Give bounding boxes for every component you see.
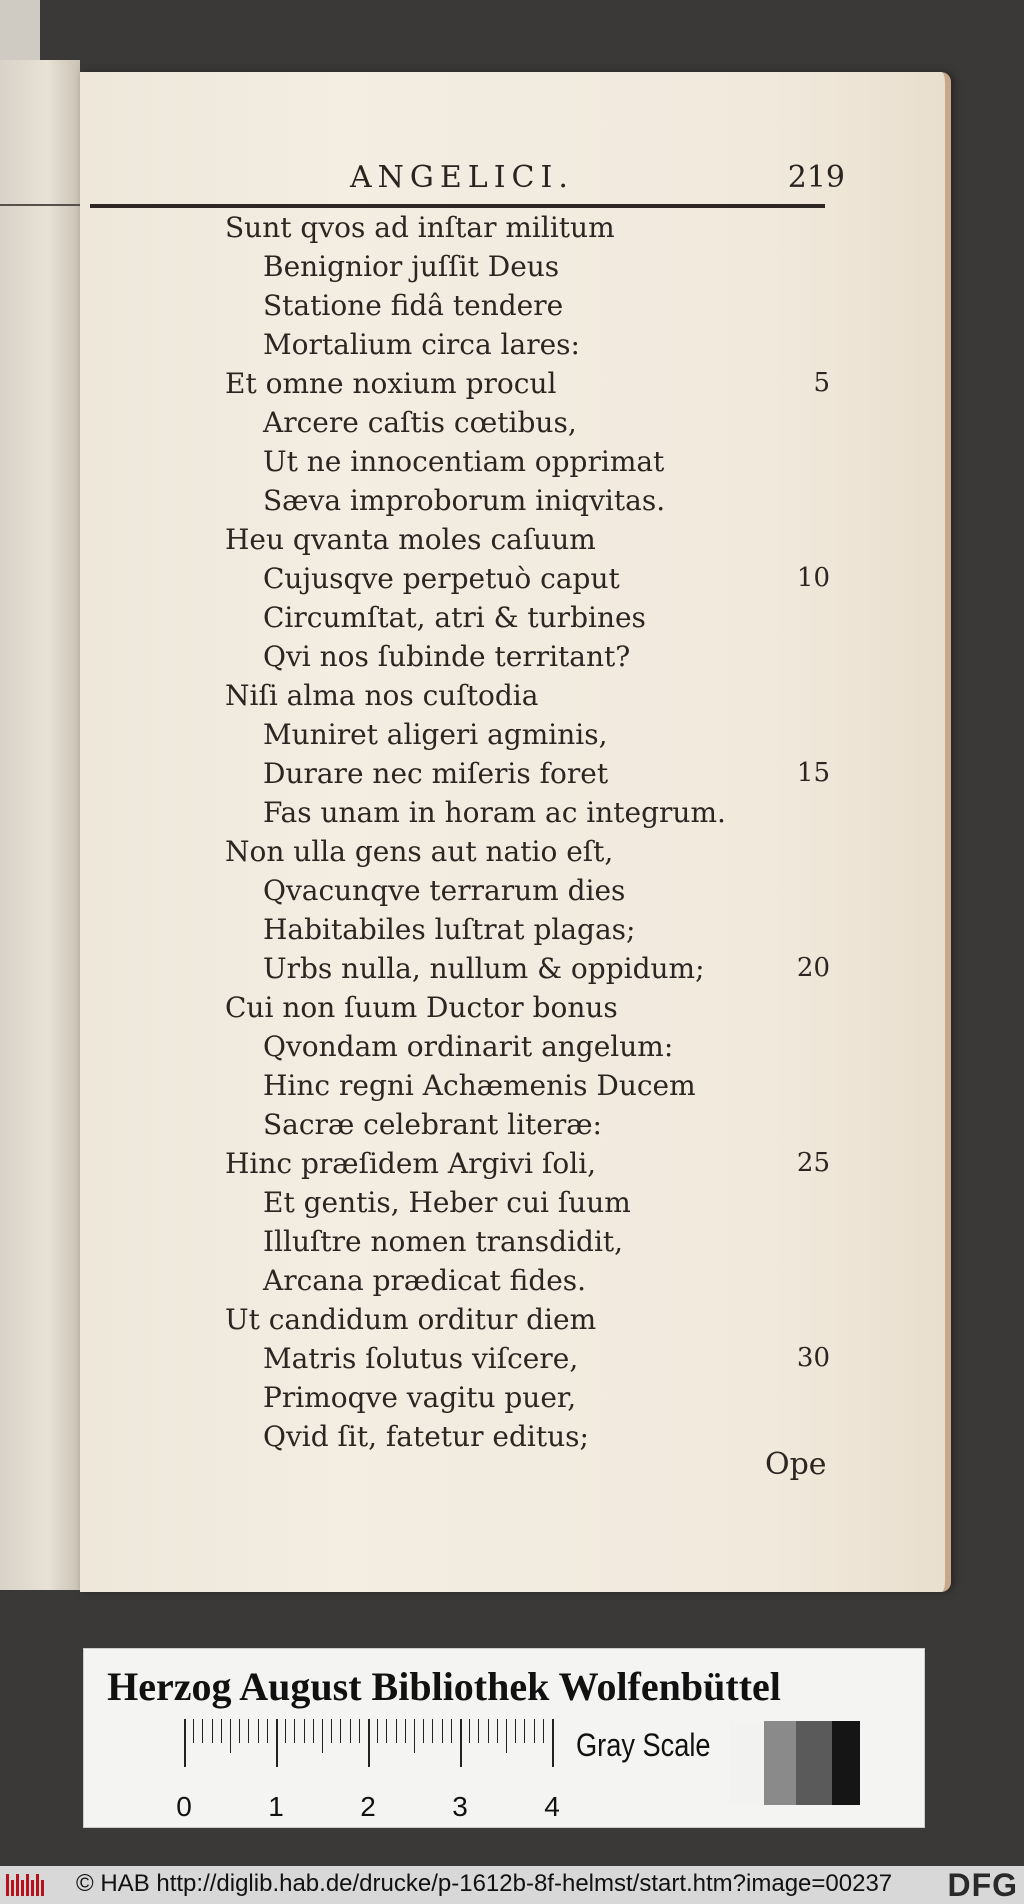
ruler-tick — [377, 1719, 378, 1743]
ruler-tick — [267, 1719, 268, 1743]
dfg-logo: DFG — [947, 1867, 1018, 1903]
ruler-tick — [322, 1719, 323, 1753]
ruler-tick — [478, 1719, 479, 1743]
ruler-tick — [497, 1719, 498, 1743]
poem-line: Muniret aligeri agminis, — [263, 718, 608, 751]
ruler-tick — [524, 1719, 525, 1743]
footer-copyright-link[interactable]: © HAB http://diglib.hab.de/drucke/p-1612b-8f-helmst/start.htm?image=00237 — [76, 1870, 893, 1897]
line-number: 30 — [796, 1343, 830, 1373]
ruler-tick — [276, 1719, 278, 1767]
gray-swatch — [796, 1721, 832, 1805]
poem-line: Primoqve vagitu puer, — [263, 1381, 577, 1414]
line-number: 10 — [796, 563, 830, 593]
ruler-tick — [368, 1719, 370, 1767]
ruler-tick — [414, 1719, 415, 1753]
poem-line: Qvondam ordinarit angelum: — [263, 1030, 674, 1063]
ruler-tick — [313, 1719, 314, 1743]
running-title: ANGELICI. — [350, 160, 574, 195]
ruler-tick — [543, 1719, 544, 1743]
poem-line: Hinc præſidem Argivi ſoli, — [225, 1147, 597, 1180]
poem-line: Fas unam in horam ac integrum. — [263, 796, 726, 829]
ruler-tick — [184, 1719, 186, 1767]
ruler-tick — [304, 1719, 305, 1743]
scale-ruler — [176, 1719, 644, 1822]
header-rule-left — [0, 204, 80, 206]
line-number: 5 — [813, 368, 830, 398]
poem-line: Et gentis, Heber cui ſuum — [263, 1186, 631, 1219]
ruler-tick — [451, 1719, 452, 1743]
poem-line: Arcana prædicat fides. — [263, 1264, 587, 1297]
poem-line: Qvid ſit, fatetur editus; — [263, 1420, 589, 1453]
adjacent-page-edge — [0, 60, 80, 1590]
poem-line: Durare nec miſeris foret — [263, 757, 609, 790]
ruler-label: 1 — [268, 1791, 284, 1822]
poem-line: Ut ne innocentiam opprimat — [263, 445, 665, 478]
color-calibration-bar — [83, 1648, 925, 1828]
poem-line: Ut candidum orditur diem — [225, 1303, 597, 1336]
ruler-tick — [396, 1719, 397, 1743]
poem-line: Benignior juſſit Deus — [263, 250, 560, 283]
ruler-label: 4 — [544, 1791, 560, 1822]
poem-line: Hinc regni Achæmenis Ducem — [263, 1069, 696, 1102]
poem-line: Sæva improborum iniqvitas. — [263, 484, 666, 517]
page-number: 219 — [787, 160, 845, 195]
poem-line: Matris ſolutus viſcere, — [263, 1342, 579, 1375]
line-number: 15 — [796, 758, 830, 788]
poem-line: Sacræ celebrant literæ: — [263, 1108, 602, 1141]
hab-logo-icon — [6, 1874, 46, 1896]
poem-line: Statione fidâ tendere — [263, 289, 564, 322]
poem-line: Mortalium circa lares: — [263, 328, 580, 361]
poem-line: Heu qvanta moles caſuum — [225, 523, 596, 556]
ruler-tick — [405, 1719, 406, 1743]
ruler-tick — [552, 1719, 554, 1767]
poem-line: Non ulla gens aut natio eſt, — [225, 835, 614, 868]
book-page — [80, 72, 951, 1592]
ruler-tick — [193, 1719, 194, 1743]
footer-bar — [0, 1866, 1024, 1904]
ruler-tick — [534, 1719, 535, 1743]
gray-scale-label: Gray Scale — [576, 1727, 711, 1763]
ruler-label: 3 — [452, 1791, 468, 1822]
poem-line: Qvi nos ſubinde territant? — [263, 640, 631, 673]
ruler-tick — [294, 1719, 295, 1743]
poem-line: Qvacunqve terrarum dies — [263, 874, 626, 907]
page-header — [80, 160, 945, 200]
ruler-label: 2 — [360, 1791, 376, 1822]
ruler-tick — [230, 1719, 231, 1753]
poem-line: Illuſtre nomen transdidit, — [263, 1225, 624, 1258]
ruler-tick — [202, 1719, 203, 1743]
poem-line: Arcere caſtis cœtibus, — [263, 406, 577, 439]
ruler-tick — [331, 1719, 332, 1743]
ruler-label: 0 — [176, 1791, 192, 1822]
gray-swatch — [764, 1721, 796, 1805]
ruler-tick — [212, 1719, 213, 1743]
poem-line: Circumſtat, atri & turbines — [263, 601, 646, 634]
ruler-tick — [248, 1719, 249, 1743]
ruler-tick — [488, 1719, 489, 1743]
ruler-tick — [469, 1719, 470, 1743]
poem-line: Et omne noxium procul — [225, 367, 557, 400]
poem-line: Cui non ſuum Ductor bonus — [225, 991, 618, 1024]
gray-swatch — [832, 1721, 860, 1805]
ruler-tick — [350, 1719, 351, 1743]
poem-line: Urbs nulla, nullum & oppidum; — [263, 952, 705, 985]
line-number: 25 — [796, 1148, 830, 1178]
ruler-tick — [258, 1719, 259, 1743]
library-name: Herzog August Bibliothek Wolfenbüttel — [107, 1664, 781, 1709]
ruler-tick — [221, 1719, 222, 1743]
poem-line: Sunt qvos ad inſtar militum — [225, 211, 615, 244]
ruler-tick — [432, 1719, 433, 1743]
ruler-tick — [386, 1719, 387, 1743]
poem-line: Niſi alma nos cuſtodia — [225, 679, 539, 712]
ruler-tick — [423, 1719, 424, 1743]
ruler-tick — [239, 1719, 240, 1743]
line-number: 20 — [796, 953, 830, 983]
ruler-tick — [506, 1719, 507, 1753]
catchword: Ope — [765, 1447, 827, 1482]
ruler-tick — [285, 1719, 286, 1743]
gray-swatch — [729, 1721, 764, 1805]
ruler-tick — [460, 1719, 462, 1767]
ruler-tick — [442, 1719, 443, 1743]
ruler-tick — [340, 1719, 341, 1743]
ruler-tick — [515, 1719, 516, 1743]
poem-line: Habitabiles luſtrat plagas; — [263, 913, 636, 946]
poem-line: Cujusqve perpetuò caput — [263, 562, 620, 595]
ruler-tick — [359, 1719, 360, 1743]
